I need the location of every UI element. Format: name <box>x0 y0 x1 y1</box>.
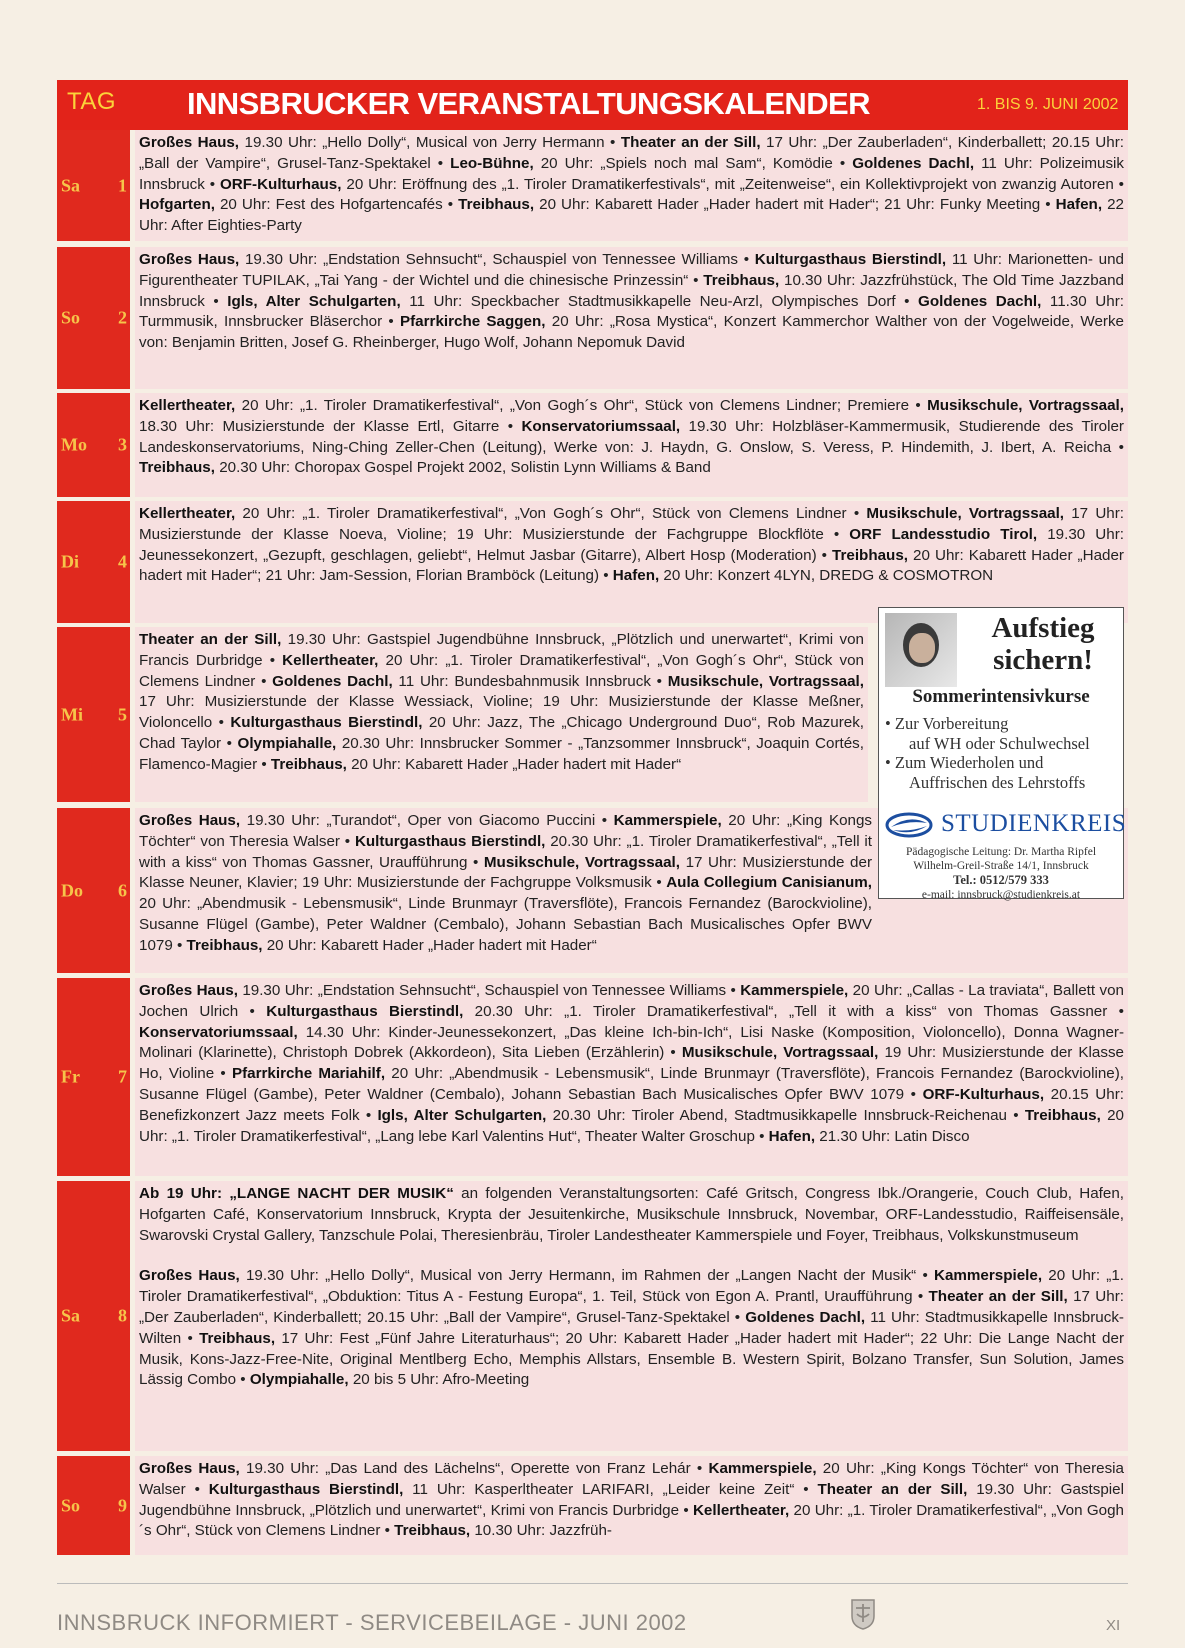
venue-name: Ab 19 Uhr: „LANGE NACHT DER MUSIK“ <box>139 1185 454 1202</box>
event-text: 11 Uhr: Polizeimusik Innsbruck • <box>139 154 1125 193</box>
venue-name: Kellertheater, <box>139 505 236 522</box>
venue-name: Großes Haus, <box>139 1267 240 1285</box>
venue-name: Musikschule, Vortragssaal, <box>866 505 1065 522</box>
venue-name: ORF Landesstudio Tirol, <box>849 525 1038 543</box>
event-text: 20 Uhr: „1. Tiroler Dramatikerfestival“, „Von Gogh´s Ohr“, Stück von Clemens Lindner • <box>235 505 867 522</box>
day-label <box>57 1181 130 1451</box>
event-text: 20 Uhr: Kabarett Hader „Hader hadert mit Hader“; 21 Uhr: Jam-Session, Florian Bramböck (Leitung) • <box>139 546 1124 585</box>
venue-name: Theater an der Sill, <box>817 1480 968 1498</box>
event-text: 20 Uhr: „Abendmusik - Lebensmusik“, Linde Brunmayr (Traversflöte), Francois Fernandez (Barockvioline), Susanne Flügel (Gambe), Peter Waldner (Cembalo), Johann Sebastian Bach Musicalisches Opfer BWV 1079 • <box>139 895 872 954</box>
event-paragraph <box>139 1184 1124 1246</box>
venue-name: Treibhaus, <box>703 271 780 289</box>
ad-bullet-2 <box>885 753 1090 792</box>
venue-name: Olympiahalle, <box>237 734 337 752</box>
venue-name: Musikschule, Vortragssaal, <box>483 853 680 871</box>
venue-name: Theater an der Sill, <box>139 631 282 648</box>
swoosh-icon <box>885 812 933 838</box>
event-text: 10.30 Uhr: Jazzfrühstück, The Old Time Jazzband Innsbruck • <box>139 271 1124 310</box>
event-paragraph <box>139 1266 1124 1391</box>
event-listing <box>135 501 1128 623</box>
event-text: 20 Uhr: „King Kongs Töchter“ von Theresia Walser • <box>139 1460 1124 1498</box>
venue-name: Aula Collegium Canisianum, <box>666 874 872 892</box>
page-number: XI <box>1106 1617 1121 1634</box>
event-text: 20 Uhr: Eröffnung des „1. Tiroler Dramatikerfestivals“, mit „Zeitenweise“, ein Kollektivprojekt von zwanzig Autoren • <box>341 175 1124 193</box>
event-text: 20 Uhr: Jazz, The „Chicago Underground Duo“, Rob Mazurek, Chad Taylor • <box>139 714 865 752</box>
event-text: 10.30 Uhr: Jazzfrüh- <box>470 1522 612 1540</box>
weekday: Sa <box>61 1305 81 1326</box>
ad-bullet-1 <box>885 714 1090 753</box>
event-paragraph <box>139 1459 1124 1542</box>
day-label <box>57 978 130 1176</box>
event-listing <box>135 247 1128 389</box>
venue-name: Kulturgasthaus Bierstindl, <box>230 714 423 732</box>
event-text: 21.30 Uhr: Latin Disco <box>815 1127 970 1145</box>
event-text: 20 Uhr: „1. Tiroler Dramatikerfestival“, „Von Gogh´s Ohr“, Stück von Clemens Lindner; Premiere • <box>235 397 928 414</box>
venue-name: Großes Haus, <box>139 134 240 151</box>
event-text: 19 Uhr: Musizierstunde der Klasse Ho, Violine • <box>139 1044 1124 1083</box>
event-text: 20 Uhr: „1. Tiroler Dramatikerfestival“, „Von Gogh´s Ohr“, Stück von Clemens Lindner • <box>139 1501 1124 1540</box>
event-text: 19.30 Uhr: „Hello Dolly“, Musical von Jerry Hermann, im Rahmen der „Langen Nacht der Musik“ • <box>239 1267 934 1285</box>
event-text: 20 bis 5 Uhr: Afro-Meeting <box>348 1371 530 1389</box>
event-text: 17 Uhr: Musizierstunde der Klasse Noeva, Violine; 19 Uhr: Musizierstunde der Fachgruppe Blockflöte • <box>139 505 1125 543</box>
venue-name: Hofgarten, <box>139 196 215 214</box>
venue-name: Kellertheater, <box>282 651 379 669</box>
day-number: 7 <box>118 1066 127 1087</box>
venue-name: Kammerspiele, <box>933 1267 1043 1285</box>
ad-email: e-mail: innsbruck@studienkreis.at <box>921 889 1081 901</box>
event-text: 14.30 Uhr: Kinder-Jeunessekonzert, „Das kleine Ich-bin-Ich“, Lisi Naske (Komposition, Violoncello), Donna Wagner-Molinari (Klarinette), Christoph Dobrek (Akkordeon), Sita Lieben (Erzählerin) • <box>139 1023 1124 1062</box>
event-text: 22 Uhr: After Eighties-Party <box>139 196 1124 235</box>
event-text: 20.30 Uhr: „1. Tiroler Dramatikerfestival“, „Tell it with a kiss“ von Thomas Gassner, Uraufführung • <box>139 832 872 871</box>
venue-name: Theater an der Sill, <box>928 1288 1068 1306</box>
event-paragraph <box>139 133 1124 237</box>
day-row-9 <box>57 1456 1128 1555</box>
event-text: 20 Uhr: „King Kongs Töchter“ von Theresia Walser • <box>139 812 873 850</box>
ad-bullet-2-b: Auffrischen des Lehrstoffs <box>909 772 1086 792</box>
event-text: 20.15 Uhr: Benefizkonzert Jazz meets Folk • <box>139 1085 1124 1124</box>
event-text: 11 Uhr: Stadtmusikkapelle Innsbruck-Wilten • <box>139 1308 1124 1347</box>
studienkreis-advertisement[interactable] <box>878 607 1127 901</box>
event-text: 11 Uhr: Speckbacher Stadtmusikkapelle Neu-Arzl, Olympisches Dorf • <box>400 292 919 310</box>
venue-name: Treibhaus, <box>832 546 908 564</box>
event-text: 20.30 Uhr: Choropax Gospel Projekt 2002, Solistin Lynn Williams & Band <box>214 459 711 477</box>
venue-name: Hafen, <box>1055 196 1103 214</box>
day-row-1 <box>57 130 1128 241</box>
venue-name: Leo-Bühne, <box>450 154 534 172</box>
event-text: 20 Uhr: „1. Tiroler Dramatikerfestival“, „Lang lebe Karl Valentins Hut“, Theater Walter Groschup • <box>139 1106 1124 1145</box>
event-text: 20 Uhr: „Callas - La traviata“, Ballett von Jochen Ulrich • <box>139 982 1124 1020</box>
venue-name: Igls, Alter Schulgarten, <box>227 292 401 310</box>
ad-bullet-2-a: • Zum Wiederholen und <box>885 753 1044 772</box>
weekday: Di <box>61 551 79 572</box>
event-text: 11.30 Uhr: Turmmusik, Innsbrucker Bläserchor • <box>139 292 1124 331</box>
venue-name: Kulturgasthaus Bierstindl, <box>208 1480 404 1498</box>
venue-name: Treibhaus, <box>270 755 347 773</box>
venue-name: Kammerspiele, <box>613 812 722 829</box>
day-row-2 <box>57 247 1128 389</box>
footer-divider <box>57 1583 1128 1584</box>
ad-bullets <box>885 714 1090 792</box>
event-text: 17 Uhr: Fest „Fünf Jahre Literaturhaus“; 20 Uhr: Kabarett Hader „Hader hadert mit Hader“; 22 Uhr: Die Lange Nacht der Musik, Kons-Jazz-Free-Nite, Original Mentlberg Echo, Memphis Allstars, Ensemble B. Western Spirit, Bolzano Transfer, Sun Solution, James Lässig Combo • <box>139 1329 1124 1389</box>
event-paragraph <box>139 250 1124 354</box>
venue-name: Treibhaus, <box>1024 1106 1101 1124</box>
day-label <box>57 130 130 241</box>
day-label <box>57 393 130 497</box>
venue-name: Treibhaus, <box>186 936 263 954</box>
day-label <box>57 627 130 802</box>
venue-name: Großes Haus, <box>139 812 241 829</box>
event-paragraph <box>139 630 864 776</box>
venue-name: Kulturgasthaus Bierstindl, <box>754 251 947 268</box>
event-text: 11 Uhr: Kasperltheater LARIFARI, „Leider keine Zeit“ • <box>403 1480 818 1498</box>
day-number: 2 <box>118 307 127 328</box>
day-row-7 <box>57 978 1128 1176</box>
event-text: 20 Uhr: Kabarett Hader „Hader hadert mit Hader“; 21 Uhr: Funky Meeting • <box>534 196 1056 214</box>
venue-name: Konservatoriumssaal, <box>521 417 681 435</box>
venue-name: Goldenes Dachl, <box>852 154 975 172</box>
ad-headline-line-2: sichern! <box>993 644 1093 676</box>
event-listing <box>135 978 1128 1176</box>
day-row-3 <box>57 393 1128 497</box>
day-label <box>57 808 130 973</box>
face-shape <box>909 633 935 663</box>
venue-name: Kulturgasthaus Bierstindl, <box>354 832 546 850</box>
event-text: 18.30 Uhr: Musizierstunde der Klasse Ertl, Gitarre • <box>139 417 522 435</box>
event-listing <box>135 1181 1128 1451</box>
calendar-header <box>57 80 1128 130</box>
ad-subtitle: Sommerintensivkurse <box>912 686 1090 707</box>
event-text: 20 Uhr: „1. Tiroler Dramatikerfestival“, „Von Gogh´s Ohr“, Stück von Clemens Lindner • <box>139 651 864 690</box>
date-range: 1. BIS 9. JUNI 2002 <box>977 96 1119 113</box>
event-text: 20 Uhr: „Rosa Mystica“, Konzert Kammerchor Walther von der Vogelweide, Werke von: Benjamin Britten, Josef G. Rheinberger, Hugo Wolf, Johann Nepomuk David <box>139 313 1125 352</box>
venue-name: Kellertheater, <box>692 1501 790 1519</box>
venue-name: Musikschule, Vortragssaal, <box>667 672 864 690</box>
weekday: Mi <box>61 704 83 724</box>
venue-name: Musikschule, Vortragssaal, <box>927 397 1124 414</box>
venue-name: Treibhaus, <box>199 1329 276 1347</box>
ad-contact-line-2: Wilhelm-Greil-Straße 14/1, Innsbruck <box>913 860 1089 872</box>
ad-bullet-1-a: • Zur Vorbereitung <box>885 714 1009 733</box>
event-text: 19.30 Uhr: Holzbläser-Kammermusik, Studierende des Tiroler Landeskonservatoriums, Ning-Ching Zeller-Chen (Leitung), Werke von: J. Haydn, G. Onslow, S. Veress, P. Hindemith, J. Ibert, A. Reicha • <box>139 417 1124 456</box>
event-text: 20 Uhr: Kabarett Hader „Hader hadert mit Hader“ <box>346 755 682 773</box>
weekday: So <box>61 307 81 328</box>
venue-name: Großes Haus, <box>139 982 238 999</box>
day-row-4 <box>57 501 1128 623</box>
venue-name: Olympiahalle, <box>249 1371 349 1389</box>
day-number: 8 <box>118 1305 127 1326</box>
event-text: 11 Uhr: Bundesbahnmusik Innsbruck • <box>392 672 668 690</box>
venue-name: Pfarrkirche Saggen, <box>399 313 546 331</box>
event-text: 19.30 Uhr: Jeunessekonzert, „Gezupft, geschlagen, geliebt“, Helmut Jasbar (Gitarre), Albert Hosp (Moderation) • <box>139 525 1125 564</box>
event-text: 20.30 Uhr: Tiroler Abend, Stadtmusikkapelle Innsbruck-Reichenau • <box>546 1106 1025 1124</box>
event-listing <box>135 393 1128 497</box>
weekday: Do <box>61 880 83 900</box>
event-text: 19.30 Uhr: „Turandot“, Oper von Giacomo Puccini • <box>240 812 614 829</box>
event-text: 19.30 Uhr: Gastspiel Jugendbühne Innsbruck, „Plötzlich und unerwartet“, Krimi von Francis Durbridge • <box>139 1480 1124 1519</box>
weekday: So <box>61 1495 81 1515</box>
venue-name: ORF-Kulturhaus, <box>922 1085 1045 1103</box>
city-crest-icon <box>850 1598 876 1630</box>
venue-name: Kammerspiele, <box>740 982 849 999</box>
event-listing <box>135 130 1128 241</box>
day-label <box>57 501 130 623</box>
venue-name: Kammerspiele, <box>708 1460 817 1477</box>
venue-name: ORF-Kulturhaus, <box>219 175 342 193</box>
venue-name: Großes Haus, <box>139 251 240 268</box>
ad-headline <box>965 612 1121 676</box>
venue-name: Treibhaus, <box>394 1522 471 1540</box>
page-title: INNSBRUCKER VERANSTALTUNGSKALENDER <box>187 86 870 121</box>
venue-name: Treibhaus, <box>458 196 535 214</box>
event-text: 20.30 Uhr: Innsbrucker Sommer - „Tanzsommer Innsbruck“, Joaquin Cortés, Flamenco-Magier • <box>139 734 864 773</box>
venue-name: Großes Haus, <box>139 1460 240 1477</box>
venue-name: Theater an der Sill, <box>620 134 761 151</box>
event-text: 17 Uhr: Musizierstunde der Klasse Wessiack, Violine; 19 Uhr: Musizierstunde der Klasse Meßner, Violoncello • <box>139 693 864 732</box>
venue-name: Hafen, <box>768 1127 816 1145</box>
weekday: Sa <box>61 175 81 195</box>
venue-name: Pfarrkirche Mariahilf, <box>231 1065 386 1083</box>
event-text: 19.30 Uhr: „Endstation Sehnsucht“, Schauspiel von Tennessee Williams • <box>239 251 755 268</box>
weekday: Mo <box>61 434 87 455</box>
event-text: 19.30 Uhr: „Hello Dolly“, Musical von Jerry Hermann • <box>239 134 621 151</box>
event-text: an folgenden Veranstaltungsorten: Café Gritsch, Congress Ibk./Orangerie, Couch Club, Hafen, Hofgarten Café, Konservatorium Innsbruck, Krypta der Jesuitenkirche, Musikschule Innsbruck, Novembar, ORF-Landesstudio, Raiffeisensäle, Swarovski Crystal Gallery, Tanzschule Polai, Theresienbräu, Tiroler Landestheater Kammerspiele und Foyer, Treibhaus, Volkskunstmuseum <box>139 1185 1124 1244</box>
venue-name: Hafen, <box>612 567 660 585</box>
ad-headline-line-1: Aufstieg <box>991 612 1095 644</box>
venue-name: Konservatoriumssaal, <box>139 1023 298 1041</box>
event-text: 20 Uhr: „Abendmusik - Lebensmusik“, Linde Brunmayr (Traversflöte), Francois Fernandez (Barockvioline), Susanne Flügel (Gambe), Peter Waldner (Cembalo), Johann Sebastian Bach Musicalisches Opfer BWV 1079 • <box>139 1065 1124 1103</box>
event-text: 20 Uhr: „1. Tiroler Dramatikerfestival“, „Obduktion: Titus A - Festung Europa“, 1. Teil, Stück von Egon A. Prantl, Uraufführung • <box>139 1267 1125 1306</box>
venue-name: Kulturgasthaus Bierstindl, <box>266 1002 464 1020</box>
event-text: 19.30 Uhr: Gastspiel Jugendbühne Innsbruck, „Plötzlich und unerwartet“, Krimi von Francis Durbridge • <box>139 631 865 669</box>
event-paragraph <box>139 504 1124 587</box>
event-text: 20 Uhr: Konzert 4LYN, DREDG & COSMOTRON <box>659 567 994 585</box>
ad-contact-line-1: Pädagogische Leitung: Dr. Martha Ripfel <box>905 846 1097 858</box>
day-number: 9 <box>118 1495 127 1515</box>
event-text: 17 Uhr: Musizierstunde der Klasse Neuner, Klavier; 19 Uhr: Musizierstunde der Fachgruppe Volksmusik • <box>139 853 873 892</box>
day-number: 1 <box>118 175 127 195</box>
studienkreis-logo <box>883 810 1127 840</box>
brand-name: STUDIENKREIS <box>941 810 1127 837</box>
venue-name: Treibhaus, <box>139 459 215 477</box>
venue-name: Goldenes Dachl, <box>272 672 393 690</box>
venue-name: Goldenes Dachl, <box>745 1308 866 1326</box>
event-text: 19.30 Uhr: „Endstation Sehnsucht“, Schauspiel von Tennessee Williams • <box>237 982 741 999</box>
event-paragraph <box>139 981 1124 1147</box>
venue-name: Kellertheater, <box>139 397 236 414</box>
ad-phone: Tel.: 0512/579 333 <box>953 873 1049 887</box>
day-column-label: TAG <box>67 88 117 115</box>
venue-name: Igls, Alter Schulgarten, <box>377 1106 547 1124</box>
event-listing <box>135 1456 1128 1555</box>
ad-bullet-1-b: auf WH oder Schulwechsel <box>909 733 1090 753</box>
event-listing <box>135 627 868 802</box>
event-paragraph <box>139 396 1124 479</box>
venue-name: Goldenes Dachl, <box>918 292 1042 310</box>
day-row-8 <box>57 1181 1128 1451</box>
footer-title: INNSBRUCK INFORMIERT - SERVICEBEILAGE - JUNI 2002 <box>57 1610 687 1635</box>
day-number: 5 <box>118 704 127 724</box>
day-label <box>57 247 130 389</box>
student-photo <box>885 613 957 687</box>
day-label <box>57 1456 130 1555</box>
event-text: 17 Uhr: „Der Zauberladen“, Kinderballett; 20.15 Uhr: „Ball der Vampire“, Grusel-Tanz-Spektakel • <box>139 1288 1124 1326</box>
event-text: 17 Uhr: „Der Zauberladen“, Kinderballett; 20.15 Uhr: „Ball der Vampire“, Grusel-Tanz-Spektakel • <box>139 134 1125 172</box>
day-number: 6 <box>118 880 127 900</box>
day-number: 3 <box>118 434 127 455</box>
event-text: 20 Uhr: Fest des Hofgartencafés • <box>214 196 459 214</box>
event-text: 20.30 Uhr: „1. Tiroler Dramatikerfestival“, „Tell it with a kiss“ von Thomas Gassner • <box>463 1002 1124 1020</box>
event-text: 20 Uhr: Kabarett Hader „Hader hadert mit Hader“ <box>262 936 597 954</box>
day-number: 4 <box>118 551 127 572</box>
event-text: 11 Uhr: Marionetten- und Figurentheater TUPILAK, „Tai Yang - der Wichtel und die chinesische Prinzessin“ • <box>139 251 1125 289</box>
event-text: 19.30 Uhr: „Das Land des Lächelns“, Operette von Franz Lehár • <box>239 1460 709 1477</box>
event-text: 20 Uhr: „Spiels noch mal Sam“, Komödie • <box>533 154 853 172</box>
weekday: Fr <box>61 1066 80 1087</box>
venue-name: Musikschule, Vortragssaal, <box>681 1044 879 1062</box>
